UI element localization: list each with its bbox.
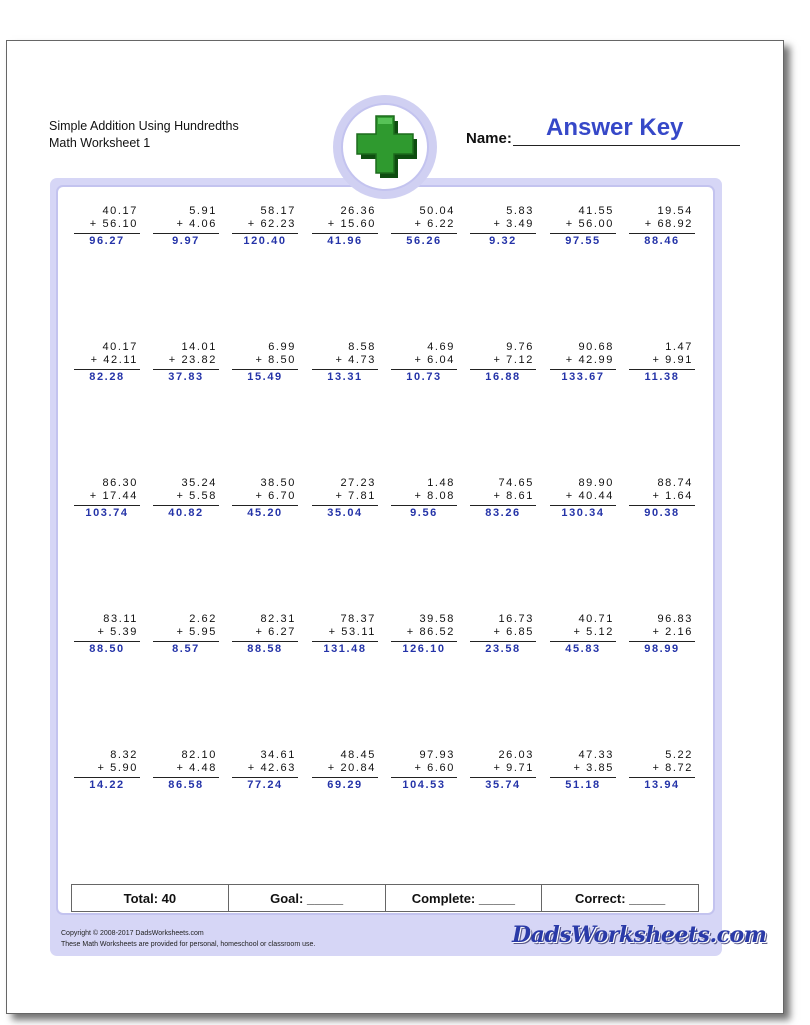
sum-rule <box>74 641 140 642</box>
addend-bottom: + 5.39 <box>97 626 138 638</box>
answer: 23.58 <box>485 643 521 655</box>
addend-bottom: + 53.11 <box>328 626 376 638</box>
answer: 130.34 <box>561 507 605 519</box>
sum-rule <box>391 233 457 234</box>
problem <box>629 205 695 248</box>
addend-bottom: + 42.11 <box>90 354 138 366</box>
addend-top: 4.69 <box>427 341 455 353</box>
problem <box>74 613 140 656</box>
addend-bottom: + 4.06 <box>176 218 217 230</box>
addend-top: 40.17 <box>102 205 138 217</box>
problem <box>391 749 457 792</box>
addend-top: 89.90 <box>578 477 614 489</box>
addend-bottom: + 3.49 <box>493 218 534 230</box>
addend-top: 90.68 <box>578 341 614 353</box>
addend-top: 5.91 <box>189 205 217 217</box>
problem <box>550 205 616 248</box>
sum-rule <box>74 369 140 370</box>
answer: 15.49 <box>247 371 283 383</box>
addend-top: 74.65 <box>498 477 534 489</box>
answer: 77.24 <box>247 779 283 791</box>
answer: 41.96 <box>327 235 363 247</box>
addend-bottom: + 8.72 <box>652 762 693 774</box>
addend-bottom: + 6.85 <box>493 626 534 638</box>
problem <box>74 205 140 248</box>
problem <box>550 749 616 792</box>
answer: 45.20 <box>247 507 283 519</box>
addend-top: 14.01 <box>181 341 217 353</box>
sum-rule <box>232 641 298 642</box>
title-line-1: Simple Addition Using Hundredths <box>49 119 239 133</box>
worksheet-title <box>49 118 239 152</box>
addend-top: 78.37 <box>340 613 376 625</box>
problem <box>550 613 616 656</box>
problem <box>232 477 298 520</box>
sum-rule <box>153 369 219 370</box>
problem <box>232 613 298 656</box>
sum-rule <box>312 233 378 234</box>
answer: 90.38 <box>644 507 680 519</box>
addend-top: 40.17 <box>102 341 138 353</box>
sum-rule <box>232 777 298 778</box>
problem <box>232 341 298 384</box>
answer: 35.04 <box>327 507 363 519</box>
sum-rule <box>629 641 695 642</box>
problem <box>153 341 219 384</box>
answer: 96.27 <box>89 235 125 247</box>
sum-rule <box>629 369 695 370</box>
problem <box>153 749 219 792</box>
addend-bottom: + 9.91 <box>652 354 693 366</box>
addend-top: 38.50 <box>260 477 296 489</box>
addend-top: 9.76 <box>506 341 534 353</box>
problem <box>470 749 536 792</box>
sum-rule <box>312 369 378 370</box>
addend-top: 97.93 <box>419 749 455 761</box>
addend-top: 83.11 <box>103 613 138 625</box>
problem <box>312 749 378 792</box>
addend-top: 82.10 <box>181 749 217 761</box>
problem <box>550 477 616 520</box>
sum-rule <box>550 369 616 370</box>
addend-top: 19.54 <box>657 205 693 217</box>
addend-bottom: + 6.27 <box>255 626 296 638</box>
addend-bottom: + 2.16 <box>652 626 693 638</box>
addend-bottom: + 56.10 <box>89 218 138 230</box>
addend-bottom: + 5.95 <box>176 626 217 638</box>
sum-rule <box>232 369 298 370</box>
addend-bottom: + 6.04 <box>414 354 455 366</box>
addend-top: 2.62 <box>189 613 217 625</box>
sum-rule <box>74 777 140 778</box>
addend-bottom: + 42.63 <box>247 762 296 774</box>
addend-bottom: + 15.60 <box>327 218 376 230</box>
sum-rule <box>470 505 536 506</box>
problem <box>629 749 695 792</box>
sum-rule <box>470 369 536 370</box>
sum-rule <box>470 641 536 642</box>
answer: 98.99 <box>644 643 680 655</box>
sum-rule <box>391 641 457 642</box>
addend-bottom: + 68.92 <box>644 218 693 230</box>
answer: 9.97 <box>172 235 200 247</box>
addend-top: 50.04 <box>419 205 455 217</box>
answer: 88.58 <box>247 643 283 655</box>
addend-bottom: + 9.71 <box>493 762 534 774</box>
problem <box>74 749 140 792</box>
footer-text <box>61 928 315 950</box>
sum-rule <box>629 505 695 506</box>
problem <box>153 613 219 656</box>
addend-top: 96.83 <box>657 613 693 625</box>
problem <box>470 613 536 656</box>
answer: 97.55 <box>565 235 601 247</box>
answer: 16.88 <box>485 371 521 383</box>
sum-rule <box>232 233 298 234</box>
answer: 10.73 <box>406 371 442 383</box>
addend-bottom: + 62.23 <box>247 218 296 230</box>
addend-top: 26.03 <box>498 749 534 761</box>
addend-top: 26.36 <box>340 205 376 217</box>
addend-bottom: + 20.84 <box>327 762 376 774</box>
answer: 14.22 <box>89 779 125 791</box>
answer: 11.38 <box>644 371 680 383</box>
problem <box>391 477 457 520</box>
answer: 9.56 <box>410 507 438 519</box>
goal-cell: Goal: _____ <box>229 885 386 911</box>
addend-top: 88.74 <box>657 477 693 489</box>
addend-top: 16.73 <box>498 613 534 625</box>
sum-rule <box>550 233 616 234</box>
addend-top: 27.23 <box>340 477 376 489</box>
copyright-text: Copyright © 2008-2017 DadsWorksheets.com <box>61 930 204 937</box>
answer: 13.94 <box>644 779 680 791</box>
correct-cell: Correct: _____ <box>574 891 666 906</box>
sum-rule <box>153 777 219 778</box>
addend-top: 35.24 <box>181 477 217 489</box>
addend-bottom: + 86.52 <box>406 626 455 638</box>
complete-cell: Complete: _____ <box>386 885 543 911</box>
addend-top: 82.31 <box>260 613 296 625</box>
sum-rule <box>629 777 695 778</box>
addend-top: 41.55 <box>578 205 614 217</box>
answer: 82.28 <box>89 371 125 383</box>
answer: 13.31 <box>327 371 363 383</box>
addend-top: 58.17 <box>260 205 296 217</box>
sum-rule <box>629 233 695 234</box>
answer: 37.83 <box>168 371 204 383</box>
sum-rule <box>312 641 378 642</box>
sum-rule <box>391 369 457 370</box>
addend-top: 86.30 <box>102 477 138 489</box>
problem <box>391 341 457 384</box>
addend-bottom: + 56.00 <box>565 218 614 230</box>
sum-rule <box>74 505 140 506</box>
addend-bottom: + 42.99 <box>565 354 614 366</box>
addend-top: 5.22 <box>665 749 693 761</box>
problem <box>550 341 616 384</box>
problem <box>629 613 695 656</box>
sum-rule <box>74 233 140 234</box>
problem <box>629 477 695 520</box>
addend-bottom: + 8.61 <box>493 490 534 502</box>
addend-top: 8.58 <box>348 341 376 353</box>
usage-notice: These Math Worksheets are provided for personal, homeschool or classroom use. <box>61 941 316 948</box>
addend-top: 39.58 <box>419 613 455 625</box>
addend-top: 47.33 <box>578 749 614 761</box>
answer: 126.10 <box>402 643 446 655</box>
problem <box>74 477 140 520</box>
addend-bottom: + 5.58 <box>176 490 217 502</box>
addend-top: 8.32 <box>110 749 138 761</box>
answer: 45.83 <box>565 643 601 655</box>
addend-bottom: + 7.12 <box>493 354 534 366</box>
sum-rule <box>312 777 378 778</box>
addend-bottom: + 17.44 <box>89 490 138 502</box>
addend-bottom: + 6.70 <box>255 490 296 502</box>
answer: 83.26 <box>485 507 521 519</box>
problem <box>153 205 219 248</box>
sum-rule <box>391 777 457 778</box>
sum-rule <box>312 505 378 506</box>
problem <box>74 341 140 384</box>
answer: 131.48 <box>323 643 367 655</box>
addend-bottom: + 5.12 <box>573 626 614 638</box>
answer: 86.58 <box>168 779 204 791</box>
addend-bottom: + 4.73 <box>335 354 376 366</box>
addend-top: 1.48 <box>427 477 455 489</box>
addend-bottom: + 1.64 <box>652 490 693 502</box>
total-cell: Total: 40 <box>72 885 229 911</box>
sum-rule <box>232 505 298 506</box>
sum-rule <box>550 777 616 778</box>
problem <box>470 205 536 248</box>
problem <box>629 341 695 384</box>
addend-top: 6.99 <box>268 341 296 353</box>
answer: 103.74 <box>85 507 129 519</box>
addend-top: 40.71 <box>578 613 614 625</box>
addend-bottom: + 40.44 <box>565 490 614 502</box>
problem <box>312 341 378 384</box>
answer: 69.29 <box>327 779 363 791</box>
problem <box>312 613 378 656</box>
plus-icon <box>349 110 421 184</box>
problems-panel <box>56 185 715 915</box>
answer: 104.53 <box>402 779 446 791</box>
answer: 88.50 <box>89 643 125 655</box>
addend-top: 1.47 <box>665 341 693 353</box>
answer: 88.46 <box>644 235 680 247</box>
addend-bottom: + 6.60 <box>414 762 455 774</box>
answer: 9.32 <box>489 235 517 247</box>
problem <box>312 477 378 520</box>
addend-bottom: + 8.50 <box>255 354 296 366</box>
answer-key-text: Answer Key <box>546 114 684 141</box>
name-label: Name: <box>466 130 512 147</box>
problem <box>232 205 298 248</box>
addend-bottom: + 6.22 <box>414 218 455 230</box>
problem <box>153 477 219 520</box>
answer: 133.67 <box>561 371 605 383</box>
sum-rule <box>153 505 219 506</box>
sum-rule <box>391 505 457 506</box>
problem <box>391 205 457 248</box>
answer: 8.57 <box>172 643 200 655</box>
problem <box>470 477 536 520</box>
problem <box>312 205 378 248</box>
title-line-2: Math Worksheet 1 <box>49 136 151 150</box>
dadsworksheets-logo[interactable]: DadsWorksheets.com <box>512 922 767 948</box>
addend-bottom: + 3.85 <box>573 762 614 774</box>
problem <box>232 749 298 792</box>
addend-bottom: + 8.08 <box>414 490 455 502</box>
sum-rule <box>470 233 536 234</box>
addend-bottom: + 23.82 <box>168 354 217 366</box>
sum-rule <box>153 641 219 642</box>
name-line <box>513 145 740 146</box>
sum-rule <box>550 505 616 506</box>
addend-top: 5.83 <box>506 205 534 217</box>
answer: 40.82 <box>168 507 204 519</box>
sum-rule <box>550 641 616 642</box>
answer: 56.26 <box>406 235 442 247</box>
addend-bottom: + 7.81 <box>335 490 376 502</box>
answer: 51.18 <box>565 779 601 791</box>
answer: 35.74 <box>485 779 521 791</box>
addend-top: 34.61 <box>260 749 296 761</box>
score-bar <box>71 884 699 912</box>
sum-rule <box>470 777 536 778</box>
problem <box>470 341 536 384</box>
addend-top: 48.45 <box>340 749 376 761</box>
problem <box>391 613 457 656</box>
answer: 120.40 <box>243 235 287 247</box>
addend-bottom: + 5.90 <box>97 762 138 774</box>
sum-rule <box>153 233 219 234</box>
addend-bottom: + 4.48 <box>176 762 217 774</box>
